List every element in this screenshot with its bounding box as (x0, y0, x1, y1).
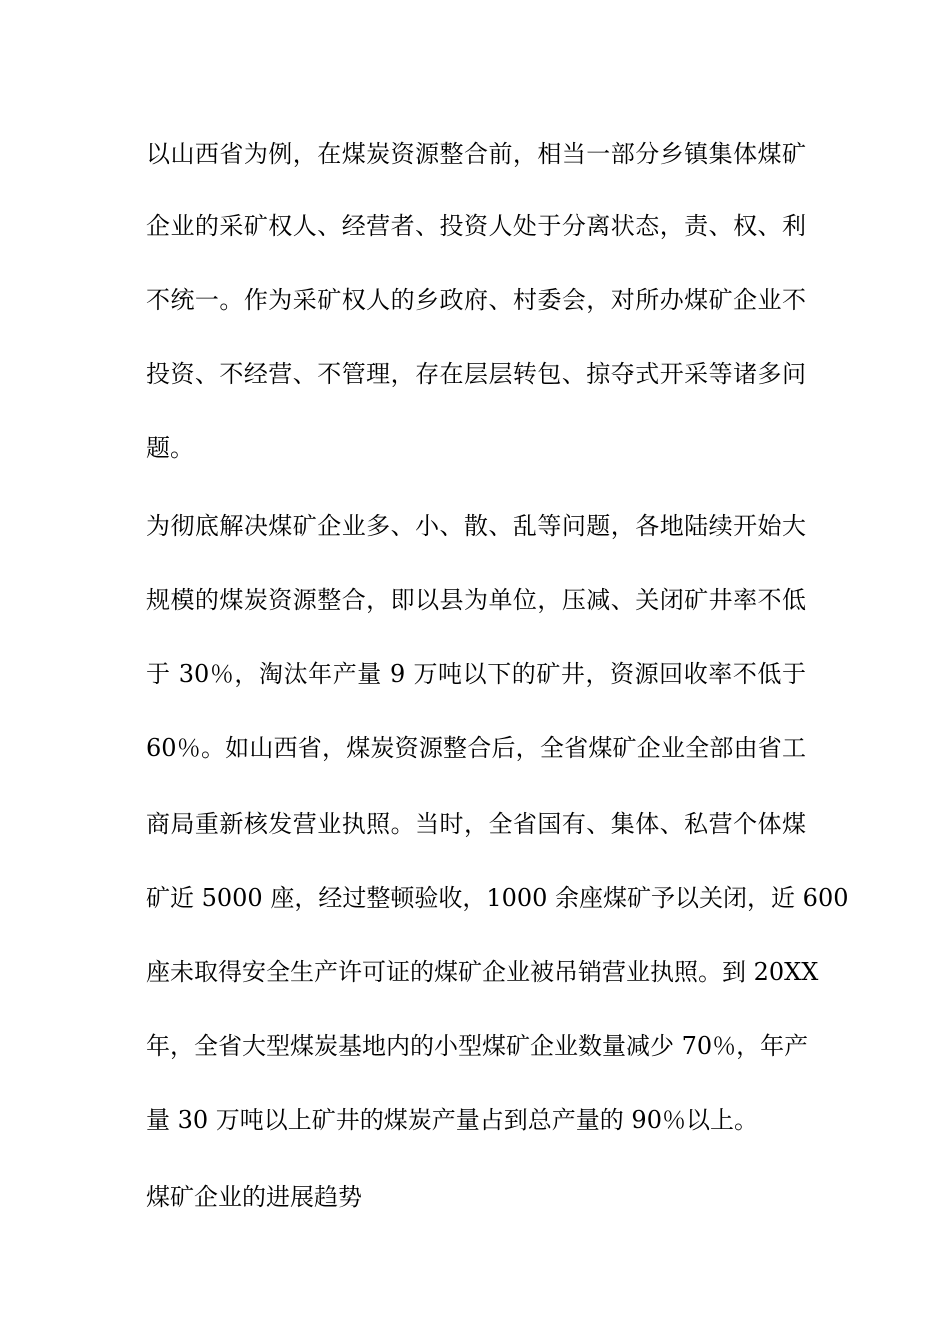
paragraph-2-line-1: 为彻底解决煤矿企业多、小、散、乱等问题，各地陆续开始大 (146, 512, 806, 540)
paragraph-2-line-4: 60％。如山西省，煤炭资源整合后，全省煤矿企业全部由省工 (146, 734, 806, 762)
paragraph-2-line-5: 商局重新核发营业执照。当时，全省国有、集体、私营个体煤 (146, 810, 806, 838)
paragraph-1-line-5: 题。 (146, 434, 194, 462)
paragraph-2-line-8: 年，全省大型煤炭基地内的小型煤矿企业数量减少 70％，年产 (146, 1032, 809, 1060)
paragraph-1-line-1: 以山西省为例，在煤炭资源整合前，相当一部分乡镇集体煤矿 (146, 140, 806, 168)
section-heading: 煤矿企业的进展趋势 (146, 1183, 362, 1211)
paragraph-2-line-7: 座未取得安全生产许可证的煤矿企业被吊销营业执照。到 20XX (146, 958, 819, 986)
paragraph-2-line-6: 矿近 5000 座，经过整顿验收，1000 余座煤矿予以关闭，近 600 (146, 884, 849, 912)
paragraph-2-line-3: 于 30％，淘汰年产量 9 万吨以下的矿井，资源回收率不低于 (146, 660, 806, 688)
paragraph-1-line-4: 投资、不经营、不管理，存在层层转包、掠夺式开采等诸多问 (146, 360, 806, 388)
paragraph-2-line-9: 量 30 万吨以上矿井的煤炭产量占到总产量的 90％以上。 (146, 1106, 758, 1134)
paragraph-1-line-3: 不统一。作为采矿权人的乡政府、村委会，对所办煤矿企业不 (146, 286, 806, 314)
paragraph-1-line-2: 企业的采矿权人、经营者、投资人处于分离状态，责、权、利 (146, 212, 806, 240)
paragraph-2-line-2: 规模的煤炭资源整合，即以县为单位，压减、关闭矿井率不低 (146, 586, 806, 614)
